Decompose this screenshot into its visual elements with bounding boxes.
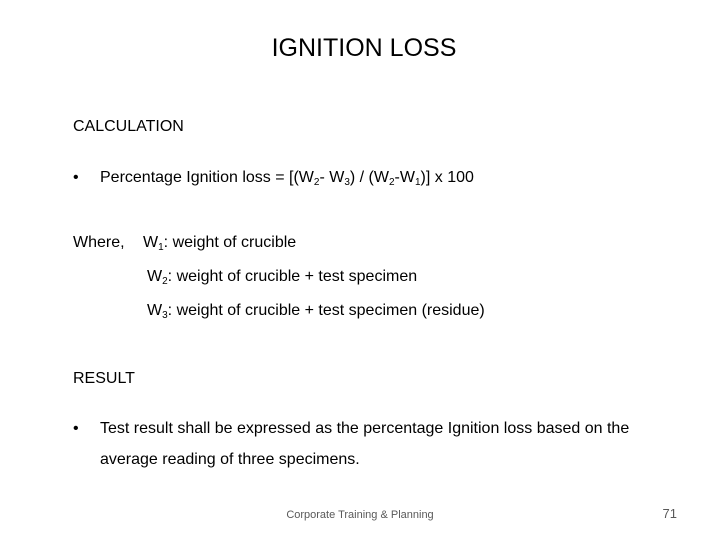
page-number: 71	[662, 506, 677, 521]
where-label: Where,	[73, 234, 125, 251]
where-item-w1: $W_1$: weight of crucible	[143, 234, 297, 253]
bullet-icon: •	[73, 169, 79, 186]
footer-text: Corporate Training & Planning	[286, 509, 434, 521]
formula-text: Percentage Ignition loss = [($W_2-$ $W_3) / (W_2-W_1)$] x 100	[100, 169, 474, 188]
result-bullet	[73, 413, 673, 475]
where-item-w2: $W_2$: weight of crucible + test specimen	[147, 268, 418, 287]
result-text: Test result shall be expressed as the percentage Ignition loss based on the average reading of three specimens.	[100, 420, 630, 468]
formula-bullet	[73, 162, 633, 193]
bullet-icon: •	[73, 420, 79, 437]
where-item-w3: $W_3$: weight of crucible + test specimen (residue)	[147, 302, 485, 321]
result-heading: RESULT	[73, 370, 135, 387]
slide-title: IGNITION LOSS	[271, 34, 457, 62]
calculation-heading: CALCULATION	[73, 118, 184, 135]
